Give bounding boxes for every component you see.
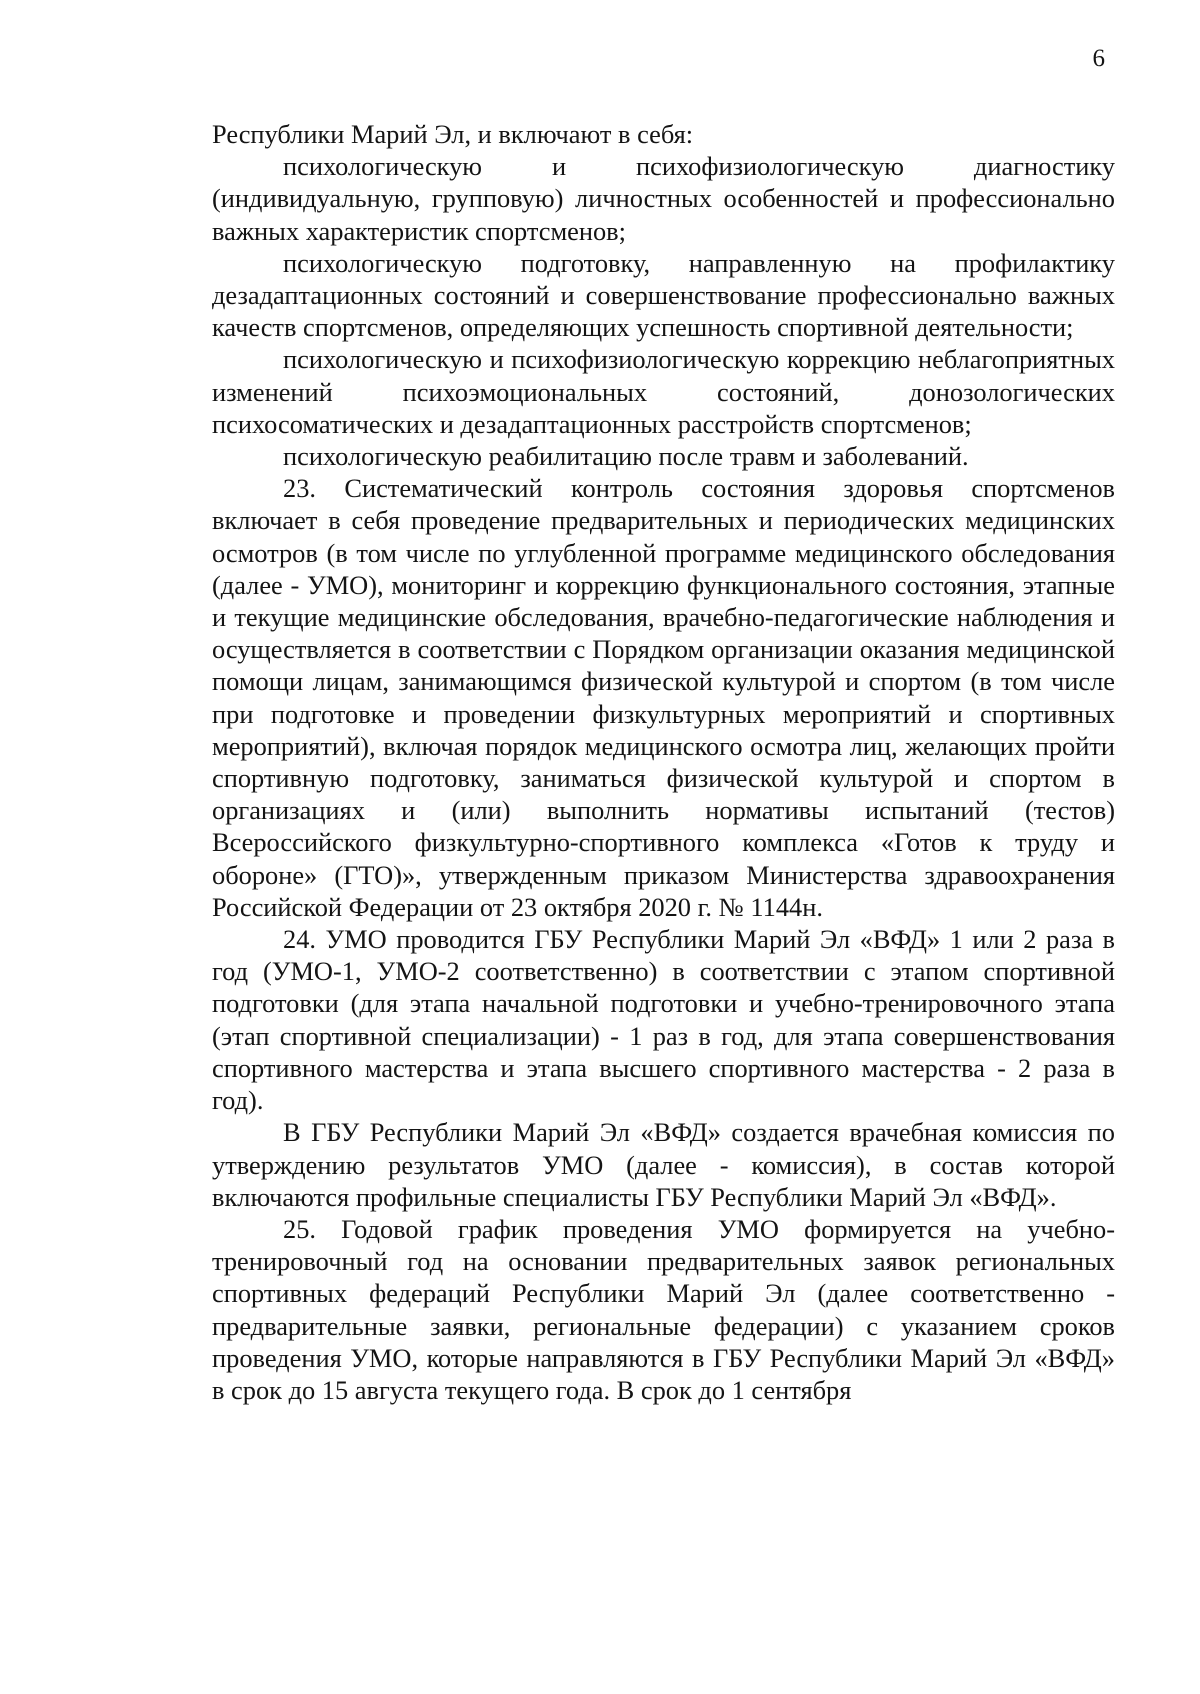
list-item-correction: психологическую и психофизиологическую коррекцию неблагоприятных изменений психоэмоциональных состояний, донозологических психосоматических и дезадаптационных расстройств спортсменов; [212, 344, 1115, 439]
paragraph-23: 23. Систематический контроль состояния здоровья спортсменов включает в себя проведение предварительных и периодических медицинских осмотров (в том числе по углубленной программе медицинского обследования (далее - УМО), мониторинг и коррекцию функционального состояния, этапные и текущие медицинские обследования, врачебно-педагогические наблюдения и осуществляется в соответствии с Порядком организации оказания медицинской помощи лицам, занимающимся физической культурой и спортом (в том числе при подготовке и проведении физкультурных мероприятий и спортивных мероприятий), включая порядок медицинского осмотра лиц, желающих пройти спортивную подготовку, заниматься физической культурой и спортом в организациях и (или) выполнить нормативы испытаний (тестов) Всероссийского физкультурно-спортивного комплекса «Готов к труду и обороне» (ГТО)», утвержденным приказом Министерства здравоохранения Российской Федерации от 23 октября 2020 г. № 1144н. [212, 473, 1115, 922]
paragraph-commission: В ГБУ Республики Марий Эл «ВФД» создается врачебная комиссия по утверждению результатов УМО (далее - комиссия), в состав которой включаются профильные специалисты ГБУ Республики Марий Эл «ВФД». [212, 1117, 1115, 1212]
paragraph-25: 25. Годовой график проведения УМО формируется на учебно-тренировочный год на основании предварительных заявок региональных спортивных федераций Республики Марий Эл (далее соответственно - предварительные заявки, региональные федерации) с указанием сроков проведения УМО, которые направляются в ГБУ Республики Марий Эл «ВФД» в срок до 15 августа текущего года. В срок до 1 сентября [212, 1213, 1115, 1405]
list-item-diagnostics: психологическую и психофизиологическую диагностику (индивидуальную, групповую) личностных особенностей и профессионально важных характеристик спортсменов; [212, 151, 1115, 246]
paragraph-continuation: Республики Марий Эл, и включают в себя: [212, 119, 694, 149]
paragraph-24: 24. УМО проводится ГБУ Республики Марий Эл «ВФД» 1 или 2 раза в год (УМО-1, УМО-2 соответственно) в соответствии с этапом спортивной подготовки (для этапа начальной подготовки и учебно-тренировочного этапа (этап спортивной специализации) - 1 раз в год, для этапа совершенствования спортивного мастерства и этапа высшего спортивного мастерства - 2 раза в год). [212, 924, 1115, 1116]
list-item-preparation: психологическую подготовку, направленную на профилактику дезадаптационных состояний и совершенствование профессионально важных качеств спортсменов, определяющих успешность спортивной деятельности; [212, 247, 1115, 343]
page-number: 6 [1092, 45, 1105, 72]
document-body [212, 118, 1115, 1406]
list-item-rehabilitation: психологическую реабилитацию после травм и заболеваний. [283, 441, 969, 472]
